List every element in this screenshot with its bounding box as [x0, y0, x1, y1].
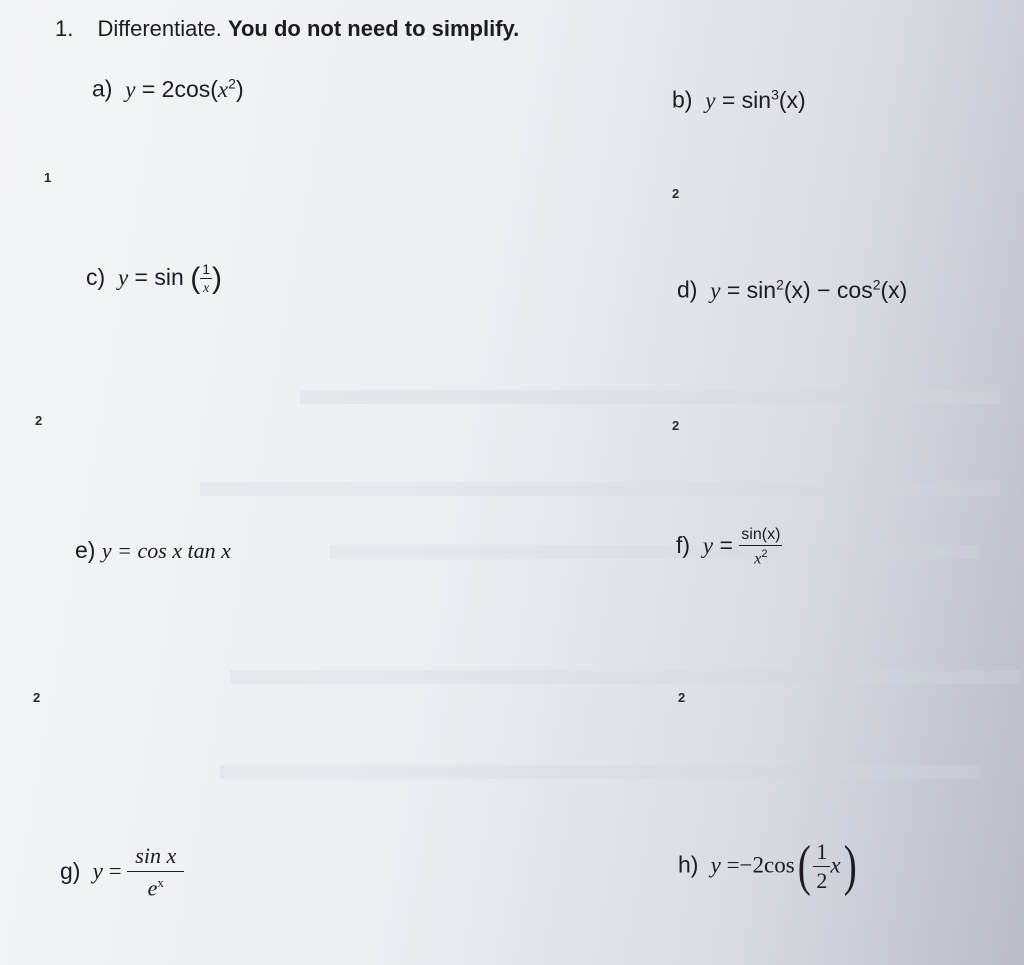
problem-label: e)	[75, 537, 96, 563]
bleed-through-mark	[300, 390, 1000, 404]
points-marker: 2	[672, 186, 680, 201]
problem-label: c)	[86, 264, 106, 291]
question-heading	[55, 16, 519, 42]
equation-e: y = cos x tan x	[101, 538, 231, 563]
equation-a: $y = 2\cos(x^2)$	[125, 75, 244, 102]
problem-label: f)	[676, 532, 691, 559]
problem-b	[672, 86, 806, 114]
points-marker: 1	[44, 170, 52, 185]
heading-instruction: You do not need to simplify.	[227, 16, 520, 41]
problem-h	[678, 834, 859, 898]
equation-c: y = sin ( $\frac{1}{x}$ )	[117, 261, 222, 296]
problem-label: b)	[672, 86, 693, 113]
problem-label: d)	[677, 276, 698, 303]
equation-d: $y = \sin^2(x) - \cos^2(x)$	[710, 276, 908, 303]
heading-lead: Differentiate.	[97, 16, 222, 41]
problem-d	[677, 276, 907, 304]
points-marker: 2	[33, 690, 41, 705]
problem-g	[60, 845, 184, 899]
problem-label: g)	[60, 857, 81, 884]
equation-g: y = $\frac{\text{sin x}}{e^x}$	[87, 857, 184, 882]
question-number: 1.	[55, 16, 74, 41]
equation-b: $y = \sin^3(x)$	[705, 86, 806, 113]
problem-f	[676, 527, 782, 567]
problem-label: h)	[678, 851, 699, 878]
bleed-through-mark	[220, 765, 980, 779]
bleed-through-mark	[200, 482, 1000, 496]
equation-h: y =−2cos( $\frac{1}{2}$ x)	[710, 835, 857, 897]
problem-e	[75, 537, 231, 564]
problem-label: a)	[92, 75, 113, 102]
problem-a	[92, 75, 244, 103]
points-marker: 2	[678, 690, 686, 705]
bleed-through-mark	[330, 545, 980, 559]
equation-f: y = $\frac{\sin(x)}{x^2}$	[702, 526, 781, 568]
points-marker: 2	[672, 418, 680, 433]
bleed-through-mark	[230, 670, 1020, 684]
problem-c	[86, 262, 222, 296]
points-marker: 2	[35, 413, 43, 428]
